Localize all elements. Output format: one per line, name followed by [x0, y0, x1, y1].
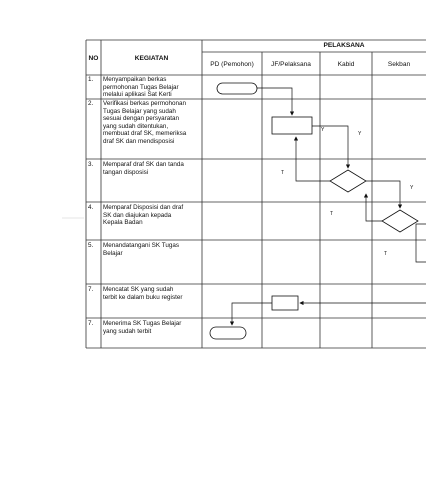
flow-label-t: T: [281, 170, 285, 176]
header-no: NO: [88, 55, 99, 62]
flow-label-y: Y: [358, 131, 362, 137]
row-number: 4.: [88, 204, 94, 211]
actor-sekban: Sekban: [387, 61, 411, 68]
start-terminator: [217, 83, 257, 94]
end-terminator: [210, 327, 246, 339]
flow-kabid-to-sekban: [366, 181, 400, 208]
header-kegiatan: KEGIATAN: [134, 55, 169, 62]
kabid-decision: [330, 170, 366, 192]
row-number: 7.: [88, 286, 94, 293]
row-number: 7.: [88, 320, 94, 327]
row-number: 3.: [88, 161, 94, 168]
flow-verify-to-kabid: [312, 126, 348, 168]
flow-label-t: T: [330, 211, 334, 217]
flow-register-to-end: [232, 303, 272, 325]
activity-text: Menyampaikan berkas permohonan Tugas Belajar melalui aplikasi Sat Kerti: [103, 76, 179, 99]
row-number: 2.: [88, 100, 94, 107]
flow-sekban-reject: [366, 194, 382, 221]
activity-text: Memparaf Disposisi dan draf SK dan diajukan kepada Kepala Badan: [103, 204, 184, 227]
flow-sekban-to-kaban: [416, 224, 426, 262]
flow-label-t: T: [384, 251, 388, 257]
activity-text: Menerima SK Tugas Belajar yang sudah terbit: [103, 320, 182, 335]
row-number: 1.: [88, 76, 94, 83]
activity-text: Menandatangani SK Tugas Belajar: [103, 242, 179, 257]
sekban-decision: [382, 210, 418, 232]
verify-process: [272, 117, 312, 134]
activity-text: Mencatat SK yang sudah terbit ke dalam buku register: [103, 286, 183, 301]
flow-label-y: Y: [410, 185, 414, 191]
flow-label-y: Y: [321, 127, 325, 133]
actor-jf: JF/Pelaksana: [271, 61, 311, 68]
activity-text: Verifikasi berkas permohonan Tugas Belajar yang sudah sesuai dengan persyaratan yang sudah ditentukan, membuat draf SK, memeriksa draf SK dan mendisposisi: [103, 100, 187, 145]
actor-pd: PD (Pemohon): [210, 61, 254, 68]
actor-kabid: Kabid: [337, 61, 355, 68]
header-pelaksana: PELAKSANA: [323, 42, 365, 49]
row-number: 5.: [88, 242, 94, 249]
activity-text: Memparaf draf SK dan tanda tangan disposisi: [103, 161, 184, 176]
register-process: [272, 296, 298, 310]
